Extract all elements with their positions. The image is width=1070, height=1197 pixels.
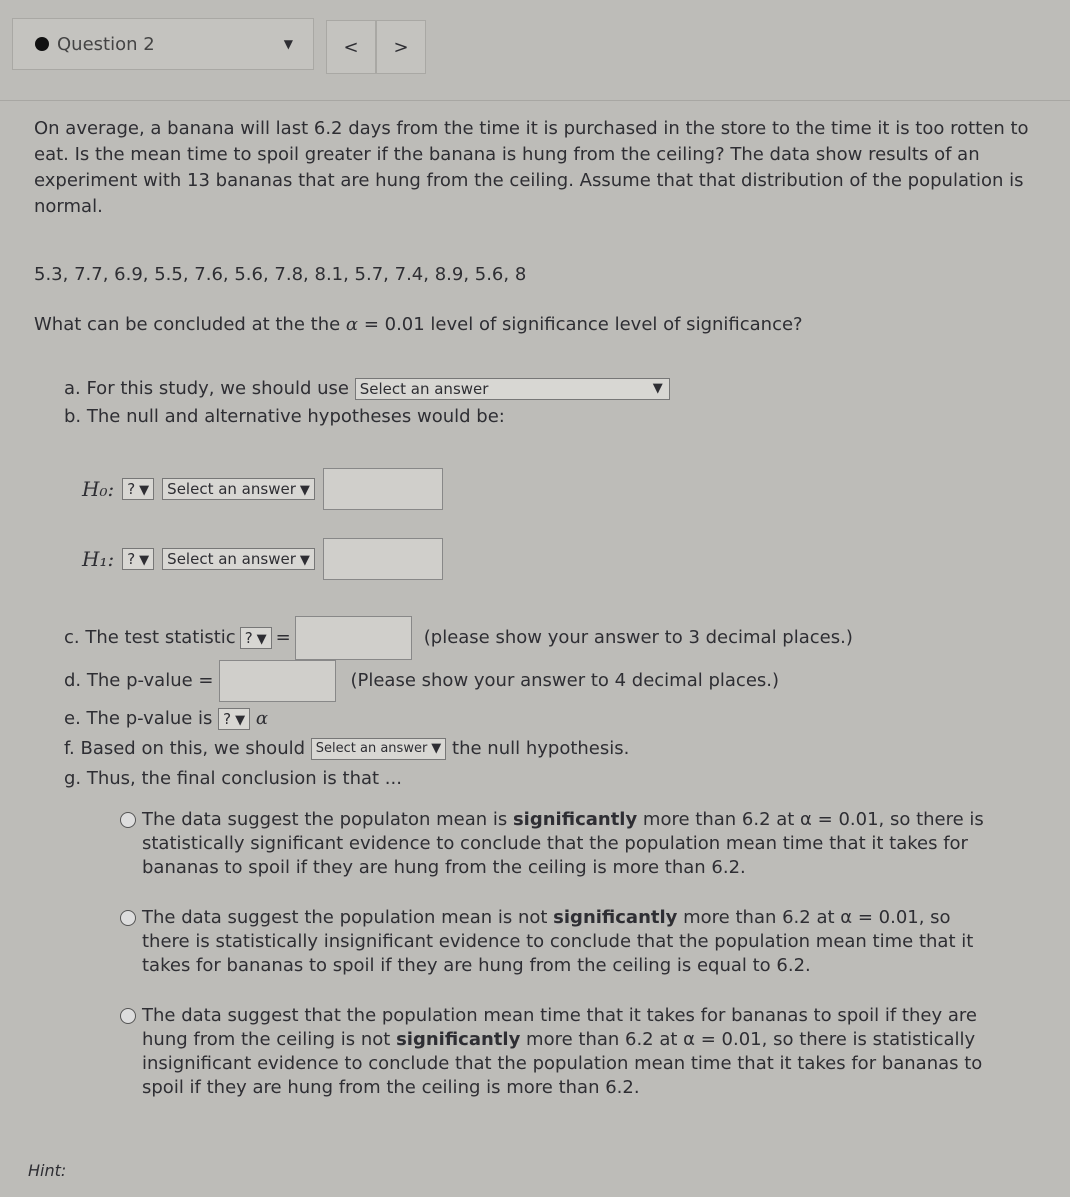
part-a [64,376,670,402]
conclusion-option-2[interactable] [120,906,1000,978]
option-bold: significantly [396,1029,521,1050]
equals-sign: = [275,627,291,648]
select-value: ? [127,480,136,498]
test-type-select[interactable] [355,378,670,400]
h0-operator-select[interactable] [162,478,315,500]
option-text [142,808,1000,880]
part-f [64,736,629,762]
prompt-post: = 0.01 level of significance level of significance? [363,314,803,335]
select-value: Select an answer [167,480,296,498]
chevron-down-icon: ▼ [652,381,663,396]
hint-label: Hint: [28,1161,67,1180]
option-pre: The data suggest the populaton mean is [142,809,513,830]
chevron-down-icon: ▼ [431,741,442,756]
h1-param-select[interactable] [122,548,154,570]
part-g-label: g. Thus, the final conclusion is that ... [64,768,402,789]
option-post: more than 6.2 at α = 0.01, so there is statistically insignificant evidence to conclude that the population mean time that it takes for bananas to spoil if they are hung from the ceiling is equal to 6.2. [142,907,974,976]
h1-value-input[interactable] [323,538,443,580]
select-value: ? [223,710,232,728]
alt-hypothesis-row [82,538,443,580]
p-value-compare-select[interactable] [218,708,250,730]
chevron-down-icon: ▼ [139,553,150,568]
question-text: On average, a banana will last 6.2 days from the time it is purchased in the store to the time it is too rotten to eat. Is the mean time to spoil greater if the banana is hung from the ceiling? The data show results of an experiment with 13 bananas that are hung from the ceiling. Assume that that distribution of the population is normal. [34,118,1029,217]
alpha-symbol: α [255,708,269,729]
option-pre: The data suggest the population mean is not [142,907,554,928]
option-bold: significantly [512,809,638,830]
option-pre: The data suggest that the population mean time that it takes for bananas to spoil if they are hung from the ceiling is not [142,1005,977,1050]
part-e [64,706,268,732]
h0-value-input[interactable] [323,468,443,510]
radio-button[interactable] [120,812,136,828]
select-value: Select an answer [167,550,296,568]
radio-button[interactable] [120,1008,136,1024]
part-c-note: (please show your answer to 3 decimal places.) [423,627,853,648]
next-question-button[interactable]: > [376,20,426,74]
statistic-type-select[interactable] [240,627,272,649]
alpha-symbol: α [345,314,359,335]
chevron-down-icon: ▼ [299,553,310,568]
chevron-down-icon: ▼ [299,483,310,498]
part-c-label: c. The test statistic [64,627,236,648]
p-value-input[interactable] [219,660,336,702]
decision-select[interactable] [311,738,447,760]
option-text [142,1004,1000,1100]
question-selector[interactable] [12,18,314,70]
option-post: more than 6.2 at α = 0.01, so there is statistically significant evidence to conclude that the population mean time that it takes for bananas to spoil if they are hung from the ceiling is more than 6.2. [142,809,984,878]
conclusion-option-1[interactable] [120,808,1000,880]
h1-label: H₁: [82,547,115,571]
part-c [64,616,853,660]
question-label: Question 2 [57,33,155,55]
select-value: ? [244,629,253,647]
part-a-label: a. For this study, we should use [64,378,349,399]
option-text [142,906,1000,978]
h0-label: H₀: [82,477,115,501]
part-e-label: e. The p-value is [64,708,213,729]
conclusion-option-3[interactable] [120,1004,1000,1100]
part-d-note: (Please show your answer to 4 decimal places.) [350,670,780,691]
h1-operator-select[interactable] [162,548,315,570]
h0-param-select[interactable] [122,478,154,500]
option-bold: significantly [553,907,678,928]
caret-down-icon: ▼ [283,37,293,51]
part-d [64,660,779,702]
option-post: more than 6.2 at α = 0.01, so there is statistically insignificant evidence to conclude that the population mean time that it takes for bananas to spoil if they are hung from the ceiling is more than 6.2. [142,1029,983,1098]
test-statistic-input[interactable] [295,616,412,660]
select-value: ? [127,550,136,568]
select-value: Select an answer [359,380,489,398]
null-hypothesis-row [82,468,443,510]
prompt-pre: What can be concluded at the the [34,314,341,335]
chevron-down-icon: ▼ [256,632,267,647]
chevron-down-icon: ▼ [139,483,150,498]
part-f-post: the null hypothesis. [452,738,630,759]
select-value: Select an answer [315,741,428,756]
chevron-down-icon: ▼ [235,713,246,728]
part-f-label: f. Based on this, we should [64,738,306,759]
status-dot-icon [35,37,49,51]
divider [0,100,1070,101]
prev-question-button[interactable]: < [326,20,376,74]
question-prompt [34,312,803,338]
part-b-label: b. The null and alternative hypotheses would be: [64,406,505,427]
part-d-label: d. The p-value = [64,670,214,691]
radio-button[interactable] [120,910,136,926]
data-values: 5.3, 7.7, 6.9, 5.5, 7.6, 5.6, 7.8, 8.1, 5.7, 7.4, 8.9, 5.6, 8 [34,264,527,285]
